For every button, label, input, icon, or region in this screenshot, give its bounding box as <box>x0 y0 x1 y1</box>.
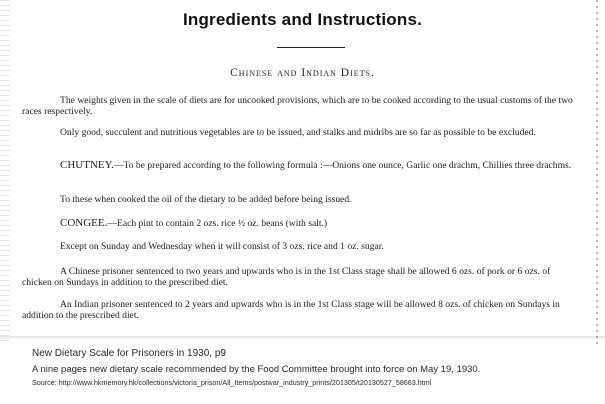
paragraph-congee <box>22 218 582 229</box>
page-edge-right <box>596 0 598 345</box>
paragraph-text: Except on Sunday and Wednesday when it will consist of 3 ozs. rice and 1 oz. sugar. <box>60 241 384 252</box>
paragraph-exception <box>22 241 582 252</box>
paragraph-vegetables <box>22 127 582 138</box>
congee-heading: CONGEE. <box>60 217 108 229</box>
caption-description: A nine pages new dietary scale recommended by the Food Committee brought into force on May 19, 1930. <box>32 364 481 375</box>
paragraph-indian-prisoner <box>22 299 582 321</box>
section-heading: Chinese and Indian Diets. <box>230 67 375 79</box>
paragraph-text: The weights given in the scale of diets are for uncooked provisions, which are to be cooked according to the usual customs of the two races respectively. <box>22 95 573 117</box>
paragraph-chinese-prisoner <box>22 266 582 288</box>
paragraph-text: —Each pint to contain 2 ozs. rice ½ oz. beans (with salt.) <box>107 218 328 229</box>
page-bottom-edge <box>0 336 605 340</box>
paragraph-chutney <box>22 160 582 171</box>
chutney-heading: CHUTNEY. <box>60 159 114 171</box>
paragraph-text: Only good, succulent and nutritious vegetables are to be issued, and stalks and midribs are so far as possible to be excluded. <box>60 127 536 138</box>
paragraph-weights <box>22 95 582 117</box>
page-edge-left <box>0 0 10 345</box>
paragraph-text: To these when cooked the oil of the dietary to be added before being issued. <box>60 194 352 205</box>
document-title: Ingredients and Instructions. <box>182 10 423 29</box>
paragraph-text: —To be prepared according to the following formula :—Onions one ounce, Garlic one drachm, Chillies three drachms. <box>113 160 572 171</box>
paragraph-text: A Chinese prisoner sentenced to two years and upwards who is in the 1st Class stage shall be allowed 6 ozs. of pork or 6 ozs. of chicken on Sundays in addition to the prescribed diet. <box>22 266 551 288</box>
caption-source: Source: http://www.hkmemory.hk/collections/victoria_prison/All_Items/postwar_industry_prints/201305/t20130527_58663.html <box>32 378 432 387</box>
paragraph-oil <box>22 194 582 205</box>
title-divider <box>277 47 345 48</box>
paragraph-text: An Indian prisoner sentenced to 2 years and upwards who is in the 1st Class stage will be allowed 8 ozs. of chicken on Sundays in addition to the prescribed diet. <box>22 299 560 321</box>
caption-title: New Dietary Scale for Prisoners in 1930, p9 <box>32 348 226 359</box>
